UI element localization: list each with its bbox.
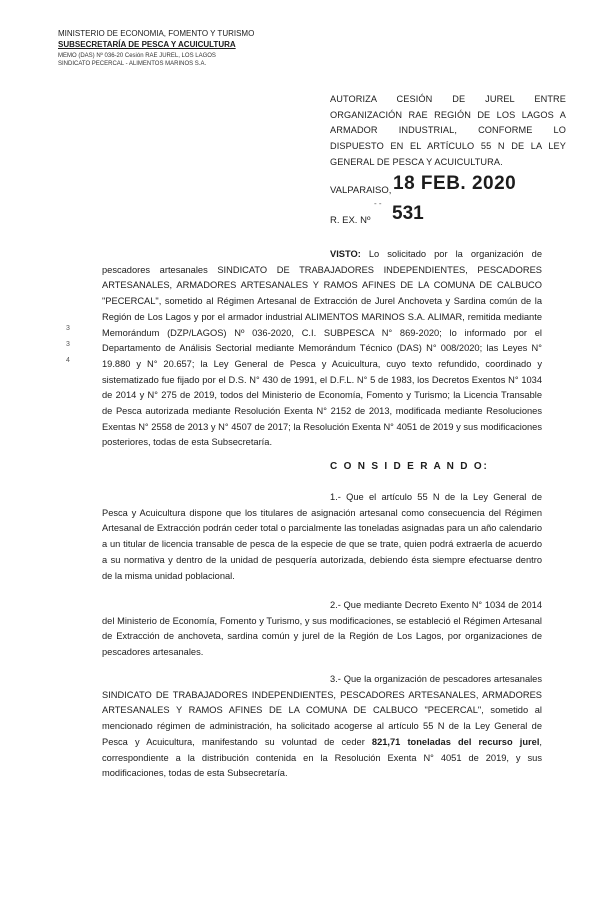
considerando-2 — [102, 598, 542, 661]
considerando-3-text-start: 3.- Que la organización de pescadores artesanales SINDICATO DE TRABAJADORES INDEPENDIENTES, PESCADORES ARTESANALES, ARMADORES ARTESANALES Y RAMOS AFINES DE LA COMUNA DE CALBUCO "PECERCAL", sometido al mencionado régimen de administración, ha solicitado acogerse al artículo 55 N de la Ley General de Pesca y Acuicultura, manifestando su voluntad de ceder — [102, 674, 542, 747]
considerando-2-text: 2.- Que mediante Decreto Exento N° 1034 de 2014 del Ministerio de Economía, Fomento y Turismo, y sus modificaciones, se estableció el Régimen Artesanal de Extracción de anchoveta, sardina común y jurel de la Región de Los Lagos, por organizaciones de pescadores artesanales. — [102, 600, 542, 658]
ministry-name: MINISTERIO DE ECONOMIA, FOMENTO Y TURISMO — [58, 29, 255, 38]
considerando-3-tonnage: 821,71 toneladas del recurso jurel — [371, 736, 540, 747]
resolution-number-label: R. EX. Nº — [330, 215, 371, 226]
visto-label: VISTO: — [330, 249, 361, 259]
considerando-1-text: 1.- Que el artículo 55 N de la Ley General de Pesca y Acuicultura dispone que los titulares de asignación artesanal como consecuencia del Régimen Artesanal de Extracción podrán ceder total o parcialmente las toneladas asignadas para un año calendario a un titular de licencia transable de pesca de la especie de que se trate, quien podrá extraerla de acuerdo a su normativa y dentro de la unidad de pesquería autorizada, debiendo ésta siempre efectuarse dentro de la misma unidad poblacional. — [102, 492, 542, 581]
visto-text: Lo solicitado por la organización de pescadores artesanales SINDICATO DE TRABAJADORES INDEPENDIENTES, PESCADORES ARTESANALES, ARMADORES ARTESANALES Y RAMOS AFINES DE LA COMUNA DE CALBUCO "PECERCAL", sometido al Régimen Artesanal de Extracción de Jurel Anchoveta y Sardina común de la Región de Los Lagos y por el armador industrial ALIMENTOS MARINOS S.A. ALIMAR, remitida mediante Memorándum (DZP/LAGOS) Nº 036-2020, C.I. SUBPESCA N° 869-2020; lo informado por el Departamento de Análisis Sectorial mediante Memorándum Técnico (DAS) N° 008/2020; las Leyes N° 19.880 y N° 20.657; la Ley General de Pesca y Acuicultura, cuyo texto refundido, coordinado y sistematizado fue fijado por el D.S. N° 430 de 1991, el D.F.L. N° 5 de 1983, los Decretos Exentos N° 1034 de 2014 y N° 275 de 2019, todos del Ministerio de Economía, Fomento y Turismo; la Licencia Transable de Pesca autorizada mediante Resolución Exenta N° 2152 de 2013, modificada mediante Resoluciones Exentas N° 2558 de 2013 y N° 4507 de 2017; la Resolución Exenta N° 4051 de 2019 y sus modificaciones posteriores, todas de esta Subsecretaría. — [102, 249, 542, 448]
resolution-title: AUTORIZA CESIÓN DE JUREL ENTRE ORGANIZACIÓN RAE REGIÓN DE LOS LAGOS A ARMADOR INDUSTRIAL, CONFORME LO DISPUESTO EN EL ARTÍCULO 55 N DE LA LEY GENERAL DE PESCA Y ACUICULTURA. — [330, 94, 566, 167]
considerando-1 — [102, 490, 542, 584]
margin-mark: 3 — [66, 341, 70, 348]
margin-mark: 4 — [66, 357, 70, 364]
considerando-3 — [102, 672, 542, 782]
memo-reference-parties: SINDICATO PECERCAL - ALIMENTOS MARINOS S.A. — [58, 61, 207, 67]
margin-mark: 3 — [66, 325, 70, 332]
memo-reference: MEMO (DAS) Nº 036-20 Cesión RAE JUREL, LOS LAGOS — [58, 53, 216, 59]
resolution-number-stamp: 531 — [392, 203, 424, 224]
considerando-heading: C O N S I D E R A N D O: — [330, 461, 489, 472]
place-label: VALPARAISO, — [330, 185, 392, 196]
undersecretariat-name: SUBSECRETARÍA DE PESCA Y ACUICULTURA — [58, 40, 236, 49]
visto-paragraph — [102, 247, 542, 451]
resolution-date-stamp: 18 FEB. 2020 — [393, 173, 517, 194]
considerando-3-text-end: , correspondiente a la distribución contenida en la Resolución Exenta N° 4051 de 2019, y sus modificaciones, todas de esta Subsecretaría. — [102, 736, 542, 779]
dash-mark: - - — [374, 199, 382, 208]
